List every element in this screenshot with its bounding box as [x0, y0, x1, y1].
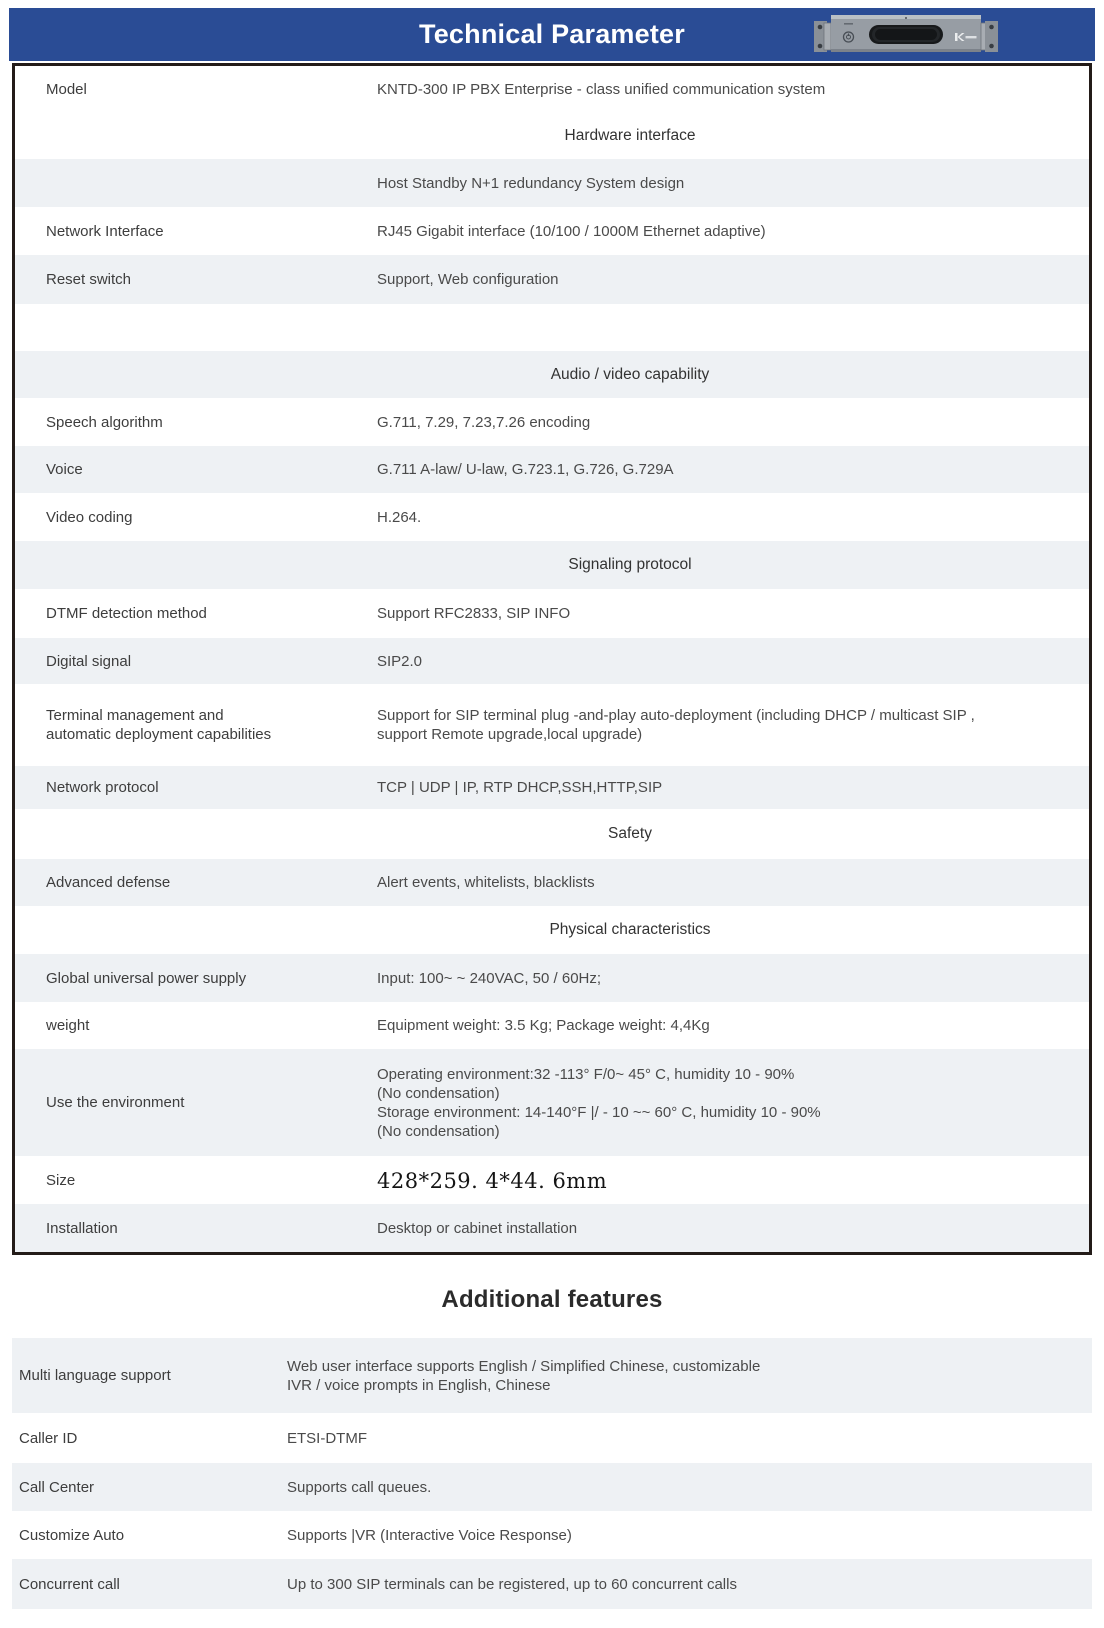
row-value: G.711 A-law/ U-law, G.723.1, G.726, G.729A — [377, 461, 674, 478]
row-value: Equipment weight: 3.5 Kg; Package weight: 4,4Kg — [377, 1017, 710, 1034]
row-value: TCP | UDP | IP, RTP DHCP,SSH,HTTP,SIP — [377, 779, 663, 796]
row-label: Speech algorithm — [46, 413, 163, 431]
row-label: Network Interface — [46, 222, 164, 240]
header-bar — [9, 8, 1095, 61]
table-row — [15, 1156, 1089, 1204]
row-label: Caller ID — [19, 1429, 78, 1447]
table-row — [15, 255, 1089, 304]
row-value: Input: 100~ ~ 240VAC, 50 / 60Hz; — [377, 969, 602, 987]
table-row — [15, 207, 1089, 255]
front-label — [844, 23, 853, 25]
row-label: DTMF detection method — [46, 605, 207, 622]
text-line: IVR / voice prompts in English, Chinese — [287, 1376, 551, 1394]
section-header-row — [15, 809, 1089, 859]
table-row — [15, 859, 1089, 906]
row-value — [287, 1357, 1092, 1395]
table-row — [15, 398, 1089, 446]
row-label: Call Center — [19, 1478, 95, 1496]
row-value: Support, Web configuration — [377, 271, 559, 288]
row-label — [15, 706, 377, 744]
table-row — [15, 766, 1089, 809]
section-header-row — [15, 112, 1089, 159]
table-row — [15, 1049, 1089, 1156]
text-line: Storage environment: 14-140°F |/ - 10 ~~ 60° C, humidity 10 - 90% — [377, 1103, 821, 1121]
rack-server-image — [813, 10, 999, 57]
table-row — [12, 1511, 1092, 1559]
table-row — [12, 1463, 1092, 1511]
row-value: Desktop or cabinet installation — [377, 1219, 578, 1237]
row-value: H.264. — [377, 508, 422, 526]
text-line: automatic deployment capabilities — [46, 726, 272, 743]
row-value: SIP2.0 — [377, 652, 423, 670]
table-row — [15, 638, 1089, 684]
row-label: Size — [46, 1171, 76, 1189]
row-value: Alert events, whitelists, blacklists — [377, 874, 595, 891]
section-title: Physical characteristics — [549, 921, 711, 938]
text-line: support Remote upgrade,local upgrade) — [377, 726, 643, 743]
text-line: (No condensation) — [377, 1084, 500, 1102]
additional-features-table — [12, 1338, 1092, 1609]
row-value — [377, 1065, 1089, 1141]
brand-logo-icon — [955, 33, 958, 41]
technical-parameter-table — [12, 63, 1092, 1255]
row-value — [377, 706, 1089, 744]
row-value: ETSI-DTMF — [287, 1429, 367, 1447]
table-row — [12, 1413, 1092, 1463]
table-row — [15, 589, 1089, 638]
text-line: Terminal management and — [46, 707, 224, 724]
row-label: Advanced defense — [46, 874, 171, 891]
table-row — [15, 954, 1089, 1002]
text-line: Web user interface supports English / Simplified Chinese, customizable — [287, 1357, 761, 1375]
row-label: Reset switch — [46, 271, 132, 288]
row-label: Installation — [46, 1219, 118, 1237]
row-value: KNTD-300 IP PBX Enterprise - class unified communication system — [377, 80, 826, 98]
section-header-row — [15, 906, 1089, 954]
section-title: Audio / video capability — [550, 365, 710, 383]
table-row — [15, 684, 1089, 766]
row-label: Digital signal — [46, 652, 132, 670]
row-label: Multi language support — [19, 1367, 171, 1384]
row-label: Network protocol — [46, 779, 159, 796]
table-row — [12, 1559, 1092, 1609]
table-row — [15, 1204, 1089, 1252]
row-label: Voice — [46, 461, 83, 478]
page-title: Technical Parameter — [419, 19, 685, 49]
section-header-row — [15, 351, 1089, 398]
section-header-row — [15, 541, 1089, 589]
table-row — [15, 159, 1089, 207]
table-row — [15, 66, 1089, 112]
row-value: Up to 300 SIP terminals can be registered, up to 60 concurrent calls — [287, 1575, 737, 1593]
row-label: Model — [46, 80, 87, 98]
text-line: Support for SIP terminal plug -and-play auto-deployment (including DHCP / multicast SIP , — [377, 707, 975, 724]
row-value: G.711, 7.29, 7.23,7.26 encoding — [377, 413, 591, 431]
row-value: RJ45 Gigabit interface (10/100 / 1000M Ethernet adaptive) — [377, 222, 766, 240]
row-label: Concurrent call — [19, 1575, 120, 1593]
row-label: Global universal power supply — [46, 969, 247, 987]
row-value: Host Standby N+1 redundancy System design — [377, 174, 685, 192]
row-label: Use the environment — [46, 1094, 185, 1111]
row-label: Customize Auto — [19, 1526, 125, 1544]
section-title: Safety — [608, 825, 652, 842]
table-row — [12, 1338, 1092, 1413]
text-line: Operating environment:32 -113° F/0~ 45° C, humidity 10 - 90% — [377, 1065, 795, 1083]
section-title: Signaling protocol — [568, 556, 692, 573]
text-line: (No condensation) — [377, 1122, 500, 1140]
table-row — [15, 446, 1089, 493]
table-row — [15, 493, 1089, 541]
row-value: Supports call queues. — [287, 1478, 432, 1496]
row-value: Support RFC2833, SIP INFO — [377, 605, 571, 622]
spacer-row — [15, 304, 1089, 351]
section-title: Hardware interface — [564, 126, 696, 144]
row-value: 428*259. 4*44. 6mm — [377, 1168, 608, 1193]
row-label: weight — [46, 1017, 90, 1034]
page — [0, 8, 1104, 1628]
row-label: Video coding — [46, 508, 133, 526]
table-row — [15, 1002, 1089, 1049]
additional-features-heading: Additional features — [441, 1286, 663, 1313]
row-value: Supports |VR (Interactive Voice Response) — [287, 1526, 572, 1544]
